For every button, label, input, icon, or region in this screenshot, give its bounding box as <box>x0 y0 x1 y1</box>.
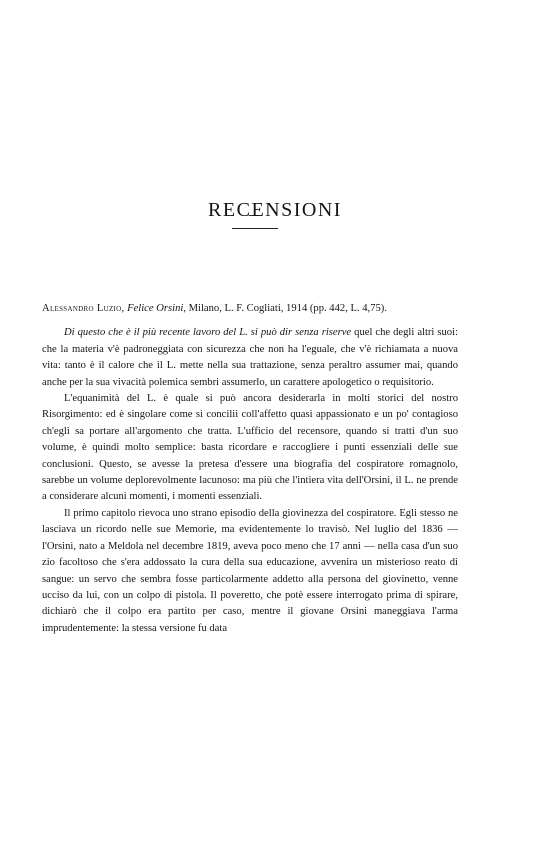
paragraph-3-text: Il primo capitolo rievoca uno strano episodio della giovinezza del cospiratore. Egli stesso ne lasciava un ricordo nelle sue Memorie, ma evidentemente lo travisò. Nel luglio del 1836 — l'Orsini, nato a Meldola nel decembre 1819, aveva poco meno che 17 anni — nella casa d'un suo zio facoltoso che s'era addossato la cura della sua educazione, avvenira un misterioso reato di sangue: un servo che sembra fosse particolarmente addetto alla persona del giovinetto, venne ucciso da lui, con un colpo di pistola. Il poveretto, che potè essere interrogato prima di spirare, dichiarò che il colpo era partito per caso, mentre il giovane Orsini maneggiava l'arma imprudentemente: la stessa versione fu data <box>42 507 458 634</box>
paragraph-1-italic-lead: Di questo che è il più recente lavoro del L. si può dir senza riserve <box>64 327 352 339</box>
paragraph-1-text: quel che degli altri suoi: che la materia v'è padroneggiata con sicurezza che non ha l'eguale, che v'è richiamata a nuova vita: tanto è il calore che il L. mette nella sua trattazione, senza peraltro assumer mai, quando anche per la sua vivacità polemica sembri assumerlo, un carattere apologetico o requisitorio. <box>42 327 458 388</box>
citation <box>42 301 458 317</box>
section-title: RECENSIONI <box>208 199 342 222</box>
title-rule <box>232 228 278 229</box>
citation-author: Alessandro Luzio, <box>42 303 125 314</box>
citation-title: Felice Orsini, <box>127 303 186 314</box>
paragraph-2-text: L'equanimità del L. è quale si può ancora desiderarla in molti storici del nostro Risorgimento: ed è singolare come si concilii coll'affetto quasi appassionato e un po' contagioso ch'egli sa portare all'argomento che tratta. L'ufficio del recensore, quando si tratti d'un suo volume, è quindi molto semplice: basta ricordare e raccogliere i punti essenziali delle sue conclusioni. Questo, se avesse la pretesa d'essere una biografia del cospiratore romagnolo, sarebbe un volume deplorevolmente lacunoso: ma più che l'intiera vita dell'Orsini, il L. ne prende a considerare alcuni momenti, i momenti essenziali. <box>42 393 458 503</box>
paragraph-3 <box>42 506 458 637</box>
paragraph-1 <box>42 325 458 391</box>
citation-details: Milano, L. F. Cogliati, 1914 (pp. 442, L. 4,75). <box>185 303 387 314</box>
review-body <box>42 301 458 637</box>
paragraph-2 <box>42 391 458 506</box>
